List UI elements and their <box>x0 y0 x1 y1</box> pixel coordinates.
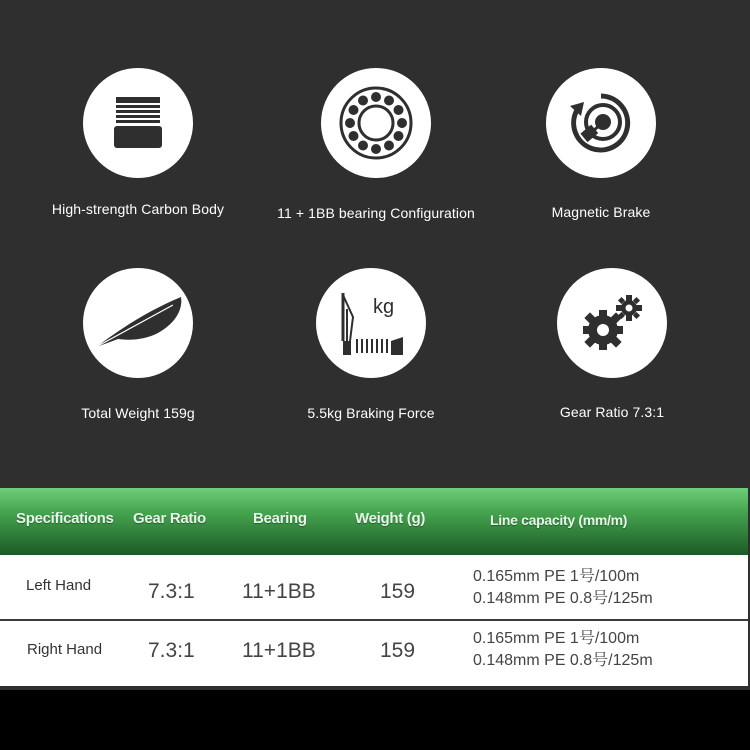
magnetic-brake-icon <box>566 88 636 158</box>
kg-icon-text: kg <box>373 296 395 318</box>
feature-circle <box>316 268 426 378</box>
header-bearing: Bearing <box>253 510 307 527</box>
bottom-bar <box>0 690 750 750</box>
row-name: Right Hand <box>27 641 103 658</box>
braking-force-icon <box>329 281 413 365</box>
feature-circle <box>321 68 431 178</box>
table-header <box>0 488 748 555</box>
feature-label: 5.5kg Braking Force <box>307 405 435 421</box>
header-line-capacity: Line capacity (mm/m) <box>490 512 628 528</box>
row-gear-ratio: 7.3:1 <box>148 639 195 662</box>
feature-label: High-strength Carbon Body <box>51 201 225 217</box>
feature-label: Total Weight 159g <box>81 405 195 421</box>
row-line-capacity-1: 0.165mm PE 1号/100m <box>473 630 640 647</box>
table-row <box>0 555 748 619</box>
table-row <box>0 621 748 685</box>
feature-label: Gear Ratio 7.3:1 <box>559 404 665 420</box>
feature-icon-svg <box>88 293 188 353</box>
row-gear-ratio: 7.3:1 <box>148 580 195 603</box>
row-line-capacity-2: 0.148mm PE 0.8号/125m <box>473 590 653 607</box>
header-gear-ratio: Gear Ratio <box>133 510 206 527</box>
bearing-icon <box>338 85 414 161</box>
feature-circle <box>83 268 193 378</box>
header-specifications: Specifications <box>16 510 114 527</box>
feature-circle <box>83 68 193 178</box>
feature-label: Magnetic Brake <box>551 204 651 220</box>
spec-table <box>0 488 748 686</box>
row-line-capacity-1: 0.165mm PE 1号/100m <box>473 568 640 585</box>
row-bearing: 11+1BB <box>242 580 316 603</box>
row-name: Left Hand <box>26 577 92 594</box>
feature-circle <box>546 68 656 178</box>
feature-label: 11 + 1BB bearing Configuration <box>277 205 475 221</box>
header-weight: Weight (g) <box>355 510 426 527</box>
row-weight: 159 <box>380 580 416 603</box>
row-line-capacity-2: 0.148mm PE 0.8号/125m <box>473 652 653 669</box>
carbon-body-icon <box>108 93 168 153</box>
row-bearing: 11+1BB <box>242 639 316 662</box>
row-weight: 159 <box>380 639 416 662</box>
gears-icon <box>575 286 649 360</box>
feature-circle <box>557 268 667 378</box>
